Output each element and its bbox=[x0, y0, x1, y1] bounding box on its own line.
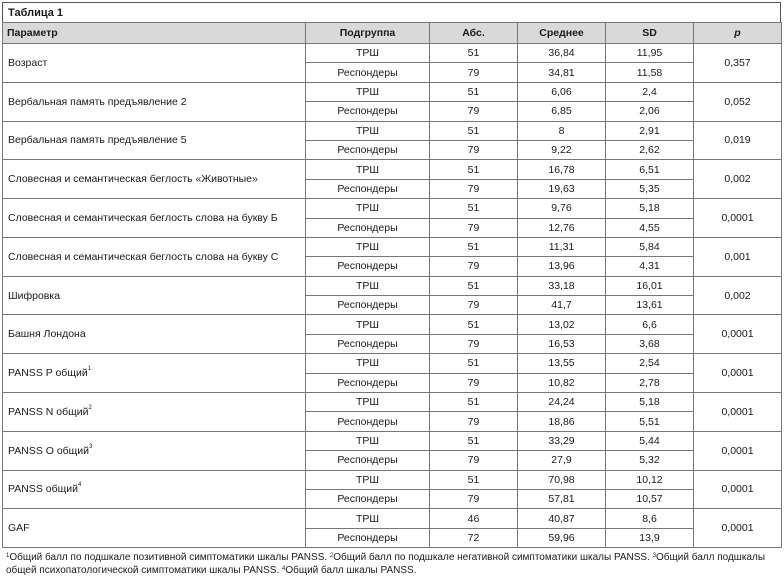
subgroup-cell: Респондеры bbox=[306, 218, 430, 237]
parameter-cell bbox=[3, 199, 306, 238]
table-row bbox=[3, 509, 782, 528]
table-figure bbox=[2, 2, 781, 577]
abs-cell: 51 bbox=[430, 44, 518, 63]
subgroup-cell: ТРШ bbox=[306, 509, 430, 528]
abs-cell: 46 bbox=[430, 509, 518, 528]
sd-cell: 5,44 bbox=[606, 431, 694, 450]
abs-cell: 79 bbox=[430, 412, 518, 431]
parameter-label: Словесная и семантическая беглость «Животные» bbox=[8, 173, 258, 186]
mean-cell: 13,55 bbox=[518, 354, 606, 373]
p-value-cell: 0,0001 bbox=[694, 509, 782, 548]
footnote-number: 4 bbox=[282, 566, 286, 573]
subgroup-cell: Респондеры bbox=[306, 63, 430, 82]
sd-cell: 5,35 bbox=[606, 179, 694, 198]
mean-cell: 27,9 bbox=[518, 451, 606, 470]
subgroup-cell: ТРШ bbox=[306, 82, 430, 101]
mean-cell: 9,22 bbox=[518, 140, 606, 159]
parameter-label: Вербальная память предъявление 2 bbox=[8, 95, 187, 108]
mean-cell: 13,96 bbox=[518, 257, 606, 276]
table-row bbox=[3, 470, 782, 489]
mean-cell: 6,06 bbox=[518, 82, 606, 101]
sd-cell: 2,4 bbox=[606, 82, 694, 101]
parameter-cell bbox=[3, 431, 306, 470]
mean-cell: 34,81 bbox=[518, 63, 606, 82]
sd-cell: 10,12 bbox=[606, 470, 694, 489]
p-value-cell: 0,0001 bbox=[694, 315, 782, 354]
sd-cell: 5,32 bbox=[606, 451, 694, 470]
abs-cell: 51 bbox=[430, 470, 518, 489]
subgroup-cell: ТРШ bbox=[306, 44, 430, 63]
abs-cell: 79 bbox=[430, 451, 518, 470]
p-value-cell: 0,019 bbox=[694, 121, 782, 160]
sd-cell: 4,31 bbox=[606, 257, 694, 276]
sd-cell: 2,62 bbox=[606, 140, 694, 159]
sd-cell: 6,6 bbox=[606, 315, 694, 334]
header-p: p bbox=[694, 23, 782, 44]
table-row bbox=[3, 315, 782, 334]
mean-cell: 36,84 bbox=[518, 44, 606, 63]
footnote-marker: 3 bbox=[89, 443, 93, 450]
subgroup-cell: ТРШ bbox=[306, 470, 430, 489]
abs-cell: 79 bbox=[430, 102, 518, 121]
parameter-cell bbox=[3, 276, 306, 315]
parameter-label: PANSS N общий bbox=[8, 405, 89, 418]
header-row bbox=[3, 23, 782, 44]
subgroup-cell: ТРШ bbox=[306, 315, 430, 334]
sd-cell: 11,95 bbox=[606, 44, 694, 63]
sd-cell: 5,84 bbox=[606, 237, 694, 256]
sd-cell: 16,01 bbox=[606, 276, 694, 295]
footnote-number: 2 bbox=[329, 553, 334, 560]
mean-cell: 16,53 bbox=[518, 334, 606, 353]
abs-cell: 79 bbox=[430, 179, 518, 198]
abs-cell: 72 bbox=[430, 528, 518, 547]
abs-cell: 51 bbox=[430, 276, 518, 295]
sd-cell: 6,51 bbox=[606, 160, 694, 179]
footnote-marker: 2 bbox=[88, 404, 92, 411]
abs-cell: 79 bbox=[430, 63, 518, 82]
subgroup-cell: Респондеры bbox=[306, 373, 430, 392]
subgroup-cell: Респондеры bbox=[306, 412, 430, 431]
mean-cell: 16,78 bbox=[518, 160, 606, 179]
parameter-cell bbox=[3, 509, 306, 548]
mean-cell: 24,24 bbox=[518, 393, 606, 412]
subgroup-cell: ТРШ bbox=[306, 237, 430, 256]
parameter-label: PANSS P общий bbox=[8, 367, 88, 380]
header-parameter: Параметр bbox=[3, 23, 306, 44]
subgroup-cell: ТРШ bbox=[306, 121, 430, 140]
sd-cell: 5,18 bbox=[606, 199, 694, 218]
sd-cell: 11,58 bbox=[606, 63, 694, 82]
mean-cell: 19,63 bbox=[518, 179, 606, 198]
table-footnote bbox=[2, 548, 781, 577]
header-abs: Абс. bbox=[430, 23, 518, 44]
table-row bbox=[3, 276, 782, 295]
footnote-text: Общий балл подшкалы общей психопатологической симптоматики шкалы PANSS. bbox=[6, 552, 765, 577]
sd-cell: 2,78 bbox=[606, 373, 694, 392]
footnote-number: 3 bbox=[652, 553, 657, 560]
footnote-number: 1 bbox=[6, 553, 10, 560]
abs-cell: 51 bbox=[430, 237, 518, 256]
p-value-cell: 0,0001 bbox=[694, 393, 782, 432]
abs-cell: 51 bbox=[430, 82, 518, 101]
sd-cell: 13,61 bbox=[606, 296, 694, 315]
abs-cell: 51 bbox=[430, 431, 518, 450]
mean-cell: 13,02 bbox=[518, 315, 606, 334]
subgroup-cell: Респондеры bbox=[306, 489, 430, 508]
parameter-label: Вербальная память предъявление 5 bbox=[8, 134, 187, 147]
mean-cell: 6,85 bbox=[518, 102, 606, 121]
sd-cell: 10,57 bbox=[606, 489, 694, 508]
sd-cell: 5,18 bbox=[606, 393, 694, 412]
sd-cell: 4,55 bbox=[606, 218, 694, 237]
p-value-cell: 0,001 bbox=[694, 237, 782, 276]
table-row bbox=[3, 199, 782, 218]
subgroup-cell: ТРШ bbox=[306, 431, 430, 450]
parameter-cell bbox=[3, 393, 306, 432]
abs-cell: 79 bbox=[430, 140, 518, 159]
sd-cell: 2,54 bbox=[606, 354, 694, 373]
footnote-text: Общий балл по подшкале негативной симптоматики шкалы PANSS. bbox=[333, 552, 653, 564]
parameter-cell bbox=[3, 44, 306, 83]
subgroup-cell: Респондеры bbox=[306, 140, 430, 159]
subgroup-cell: ТРШ bbox=[306, 393, 430, 412]
parameter-cell bbox=[3, 315, 306, 354]
abs-cell: 51 bbox=[430, 199, 518, 218]
abs-cell: 51 bbox=[430, 354, 518, 373]
subgroup-cell: Респондеры bbox=[306, 179, 430, 198]
mean-cell: 8 bbox=[518, 121, 606, 140]
table-row bbox=[3, 354, 782, 373]
table-row bbox=[3, 237, 782, 256]
parameter-cell bbox=[3, 470, 306, 509]
p-value-cell: 0,0001 bbox=[694, 431, 782, 470]
header-mean: Среднее bbox=[518, 23, 606, 44]
p-value-cell: 0,357 bbox=[694, 44, 782, 83]
mean-cell: 10,82 bbox=[518, 373, 606, 392]
abs-cell: 51 bbox=[430, 393, 518, 412]
subgroup-cell: ТРШ bbox=[306, 160, 430, 179]
parameter-cell bbox=[3, 82, 306, 121]
subgroup-cell: Респондеры bbox=[306, 528, 430, 547]
abs-cell: 51 bbox=[430, 121, 518, 140]
subgroup-cell: ТРШ bbox=[306, 276, 430, 295]
mean-cell: 18,86 bbox=[518, 412, 606, 431]
subgroup-cell: Респондеры bbox=[306, 296, 430, 315]
parameter-label: Словесная и семантическая беглость слова на букву С bbox=[8, 250, 279, 263]
mean-cell: 9,76 bbox=[518, 199, 606, 218]
subgroup-cell: ТРШ bbox=[306, 354, 430, 373]
mean-cell: 11,31 bbox=[518, 237, 606, 256]
p-value-cell: 0,0001 bbox=[694, 199, 782, 238]
abs-cell: 51 bbox=[430, 160, 518, 179]
mean-cell: 59,96 bbox=[518, 528, 606, 547]
sd-cell: 8,6 bbox=[606, 509, 694, 528]
mean-cell: 33,18 bbox=[518, 276, 606, 295]
table-row bbox=[3, 393, 782, 412]
footnote-marker: 4 bbox=[77, 482, 82, 489]
header-sd: SD bbox=[606, 23, 694, 44]
sd-cell: 2,06 bbox=[606, 102, 694, 121]
mean-cell: 70,98 bbox=[518, 470, 606, 489]
mean-cell: 40,87 bbox=[518, 509, 606, 528]
parameter-cell bbox=[3, 160, 306, 199]
footnote-marker: 1 bbox=[87, 366, 92, 373]
abs-cell: 79 bbox=[430, 296, 518, 315]
table-row bbox=[3, 431, 782, 450]
subgroup-cell: Респондеры bbox=[306, 451, 430, 470]
sd-cell: 2,91 bbox=[606, 121, 694, 140]
abs-cell: 79 bbox=[430, 218, 518, 237]
footnote-text: Общий балл шкалы PANSS. bbox=[285, 565, 417, 577]
parameter-label: Шифровка bbox=[8, 289, 61, 302]
p-value-cell: 0,002 bbox=[694, 276, 782, 315]
table-row bbox=[3, 44, 782, 63]
p-value-cell: 0,052 bbox=[694, 82, 782, 121]
mean-cell: 57,81 bbox=[518, 489, 606, 508]
parameter-label: PANSS общий bbox=[8, 483, 78, 496]
subgroup-cell: ТРШ bbox=[306, 199, 430, 218]
abs-cell: 79 bbox=[430, 334, 518, 353]
table-row bbox=[3, 160, 782, 179]
p-value-cell: 0,002 bbox=[694, 160, 782, 199]
subgroup-cell: Респондеры bbox=[306, 257, 430, 276]
parameter-label: Словесная и семантическая беглость слова на букву Б bbox=[8, 212, 278, 225]
subgroup-cell: Респондеры bbox=[306, 334, 430, 353]
parameter-label: GAF bbox=[8, 522, 30, 535]
sd-cell: 5,51 bbox=[606, 412, 694, 431]
results-table bbox=[2, 22, 782, 548]
parameter-cell bbox=[3, 354, 306, 393]
parameter-label: Башня Лондона bbox=[8, 328, 86, 341]
abs-cell: 79 bbox=[430, 489, 518, 508]
header-subgroup: Подгруппа bbox=[306, 23, 430, 44]
abs-cell: 79 bbox=[430, 373, 518, 392]
parameter-cell bbox=[3, 237, 306, 276]
parameter-label: PANSS O общий bbox=[8, 444, 90, 457]
table-row bbox=[3, 82, 782, 101]
table-caption: Таблица 1 bbox=[2, 2, 781, 22]
parameter-cell bbox=[3, 121, 306, 160]
footnote-text: Общий балл по подшкале позитивной симптоматики шкалы PANSS. bbox=[9, 552, 330, 564]
sd-cell: 13,9 bbox=[606, 528, 694, 547]
mean-cell: 12,76 bbox=[518, 218, 606, 237]
abs-cell: 79 bbox=[430, 257, 518, 276]
subgroup-cell: Респондеры bbox=[306, 102, 430, 121]
table-row bbox=[3, 121, 782, 140]
abs-cell: 51 bbox=[430, 315, 518, 334]
p-value-cell: 0,0001 bbox=[694, 470, 782, 509]
mean-cell: 33,29 bbox=[518, 431, 606, 450]
parameter-label: Возраст bbox=[8, 56, 48, 69]
p-value-cell: 0,0001 bbox=[694, 354, 782, 393]
sd-cell: 3,68 bbox=[606, 334, 694, 353]
mean-cell: 41,7 bbox=[518, 296, 606, 315]
